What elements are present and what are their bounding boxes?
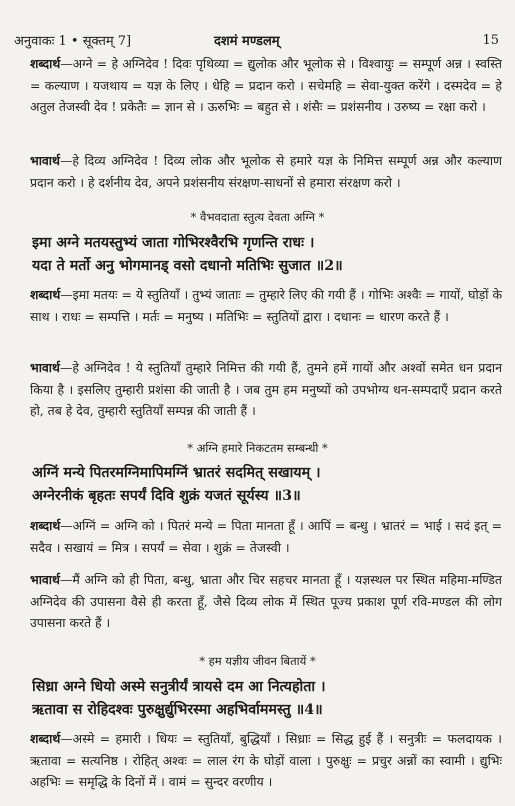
header-title: दशमं मण्डलम् (214, 34, 280, 49)
word-meaning-paragraph-3 (30, 515, 502, 558)
page-header (14, 30, 499, 50)
term-label: शब्दार्थ (30, 56, 61, 71)
word-meaning-paragraph-2 (30, 284, 502, 327)
paragraph-text: —अस्मे = हमारी । धियः = स्तुतियाँ, बुद्धियाँ । सिध्राः = सिद्ध हुई हैं । सनुत्रीः = फलदायक । ऋतावा = सत्यनिष्ठ । रोहित् अश्वः = लाल रंग के घोड़ों वाला । पुरुक्षुः = प्रचुर अन्नों का स्वामी । द्युभिः अहभिः = समृद्धि के दिनों में । वामं = सुन्दर वरणीय । (30, 731, 502, 790)
term-label: भावार्थ (30, 572, 60, 587)
paragraph-text: —अग्निं = अग्नि को । पितरं मन्ये = पिता मानता हूँ । आपिं = बन्धु । भ्रातरं = भाई । सदं इत् = सदैव । सखायं = मित्र । सपर्यं = सेवा । शुक्रं = तेजस्वी । (30, 518, 502, 555)
header-section-ref: अनुवाकः 1 • सूक्तम् 7] (14, 34, 132, 49)
term-label: शब्दार्थ (30, 287, 61, 302)
section-heading-1: * वैभवदाता स्तुत्य देवता अग्नि * (190, 210, 325, 224)
paragraph-text: —इमा मतयः = ये स्तुतियाँ । तुभ्यं जाताः = तुम्हारे लिए की गयी हैं । गोभिः अश्वैः = गायों, घोड़ों के साथ । राधः = सम्पत्ति । मर्तः = मनुष्य । मतिभिः = स्तुतियों द्वारा । दधानः = धारण करते हैं । (30, 287, 502, 324)
paragraph-text: —हे अग्निदेव ! ये स्तुतियाँ तुम्हारे निमित्त की गयी हैं, तुमने हमें गायों और अश्वों समेत धन प्रदान किया है । इसलिए तुम्हारी प्रशंसा की जाती है । जब तुम हम मनुष्यों को उपभोग्य धन-सम्पदाएँ प्रदान करते हो, तब हे देव, तुम्हारी स्तुतियाँ सम्पन्न की जाती हैं । (30, 360, 502, 419)
mantra-2 (32, 232, 502, 277)
paragraph-text: —मैं अग्नि को ही पिता, बन्धु, भ्राता और चिर सहचर मानता हूँ । यज्ञस्थल पर स्थित महिमा-मण्डित अग्निदेव की उपासना वैसे ही करता हूँ, जैसे दिव्य लोक में स्थित पूज्य प्रकाश पूर्ण रवि-मण्डल की लोग उपासना करते हैं । (30, 572, 502, 631)
section-heading-2: * अग्नि हमारे निकटतम सम्बन्धी * (187, 441, 328, 455)
section-heading-3: * हम यज्ञीय जीवन बितायें * (199, 654, 316, 668)
term-label: भावार्थ (30, 153, 60, 168)
mantra-line: इमा अग्ने मतयस्तुभ्यं जाता गोभिरश्वैरभि गृणन्ति राधः । (32, 235, 315, 251)
summary-paragraph-1 (30, 150, 502, 193)
term-label: शब्दार्थ (30, 731, 61, 746)
mantra-line: अग्नेरनीकं बृहतः सपर्यं दिवि शुक्रं यजतं सूर्यस्य ॥3॥ (32, 487, 301, 504)
term-label: भावार्थ (30, 360, 60, 375)
word-meaning-paragraph-1 (30, 53, 502, 118)
paragraph-text: —हे दिव्य अग्निदेव ! दिव्य लोक और भूलोक से हमारे यज्ञ के निमित्त सम्पूर्ण अन्न और कल्याण प्रदान करो । हे दर्शनीय देव, अपने प्रशंसनीय संरक्षण-साधनों से हमारा संरक्षण करो । (30, 153, 502, 190)
mantra-line: ऋतावा स रोहिदश्वः पुरुक्षुर्द्युभिरस्मा अहभिर्वाममस्तु ॥4॥ (32, 701, 323, 718)
summary-paragraph-2 (30, 357, 502, 422)
summary-paragraph-3 (30, 569, 502, 634)
mantra-3 (32, 462, 502, 507)
mantra-line: अग्निं मन्ये पितरमग्निमापिमग्निं भ्रातरं सदमित् सखायम् । (32, 465, 321, 481)
mantra-line: यदा ते मर्तो अनु भोगमानड् वसो दधानो मतिभिः सुजात ॥2॥ (32, 257, 343, 274)
page-number: 15 (482, 32, 499, 48)
paragraph-text: —अग्ने = हे अग्निदेव ! दिवः पृथिव्या = द्युलोक और भूलोक से । विश्वायुः = सम्पूर्ण अन्न । स्वस्ति = कल्याण । यजथाय = यज्ञ के लिए । धेहि = प्रदान करो । सचेमहि = सेवा-युक्त करेंगे । दस्मदेव = हे अतुल तेजस्वी देव ! प्रकेतैः = ज्ञान से । ऊरुभिः = बहुत से । शंसैः = प्रशंसनीय । उरुष्य = रक्षा करो । (30, 56, 502, 115)
term-label: शब्दार्थ (30, 518, 61, 533)
word-meaning-paragraph-4 (30, 728, 502, 793)
mantra-4 (32, 676, 502, 721)
mantra-line: सिध्रा अग्ने धियो अस्मे सनुत्रीर्यं त्रायसे दम आ नित्यहोता । (32, 679, 326, 695)
